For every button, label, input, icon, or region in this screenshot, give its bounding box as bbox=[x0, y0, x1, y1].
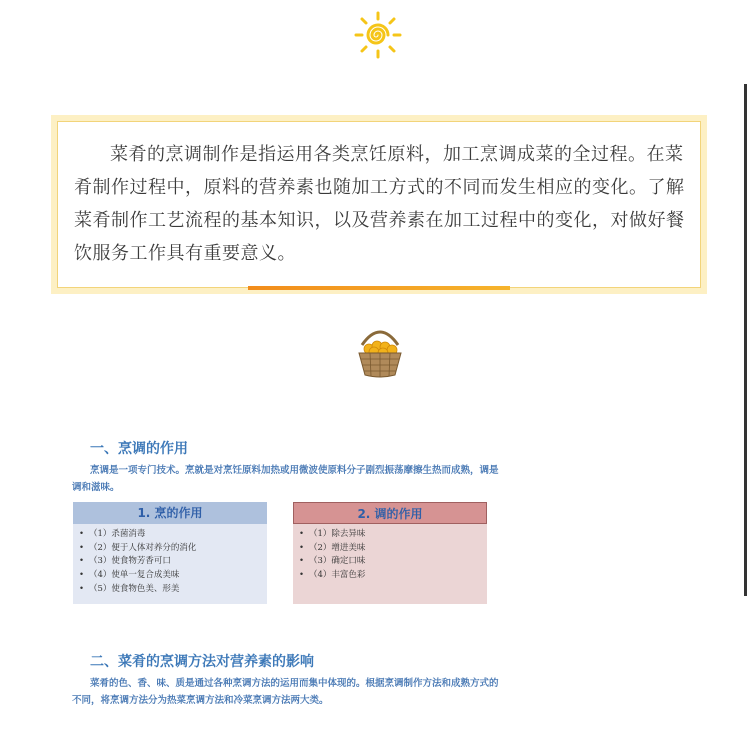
list-item: • （3）使食物芳香可口 bbox=[79, 555, 267, 569]
list-item: • （5）使食物色美、形美 bbox=[79, 583, 267, 597]
card-peng-function bbox=[73, 502, 267, 604]
list-item: • （3）确定口味 bbox=[299, 555, 487, 569]
card-body bbox=[293, 524, 487, 604]
intro-accent-bar bbox=[248, 286, 510, 290]
card-title: 1. 烹的作用 bbox=[73, 502, 267, 524]
list-item: • （4）丰富色彩 bbox=[299, 569, 487, 583]
card-list bbox=[299, 528, 487, 583]
card-list bbox=[79, 528, 267, 597]
list-item: • （1）除去异味 bbox=[299, 528, 487, 542]
section2-title: 二、菜肴的烹调方法对营养素的影响 bbox=[90, 654, 314, 670]
card-title: 2. 调的作用 bbox=[293, 502, 487, 524]
list-item: • （2）增进美味 bbox=[299, 542, 487, 556]
section1-title: 一、烹调的作用 bbox=[90, 441, 188, 457]
section2-description: 菜肴的色、香、味、质是通过各种烹调方法的运用而集中体现的。根据烹调制作方法和成熟方式的不同，将烹调方法分为热菜烹调方法和冷菜烹调方法两大类。 bbox=[72, 678, 499, 706]
sun-icon bbox=[352, 10, 404, 60]
fruit-basket-icon bbox=[355, 325, 405, 379]
section1-description: 烹调是一项专门技术。烹就是对烹饪原料加热或用微波使原料分子剧烈振荡摩擦生热而成熟，调是调和滋味。 bbox=[72, 465, 499, 493]
intro-paragraph: 菜肴的烹调制作是指运用各类烹饪原料，加工烹调成菜的全过程。在菜肴制作过程中，原料的营养素也随加工方式的不同而发生相应的变化。了解菜肴制作工艺流程的基本知识，以及营养素在加工过程中的变化，对做好餐饮服务工作具有重要意义。 bbox=[74, 144, 685, 264]
intro-inner-frame bbox=[57, 121, 701, 288]
list-item: • （2）便于人体对养分的消化 bbox=[79, 542, 267, 556]
list-item: • （1）杀菌消毒 bbox=[79, 528, 267, 542]
intro-box bbox=[51, 115, 707, 294]
list-item: • （4）使单一复合成美味 bbox=[79, 569, 267, 583]
card-tiao-function bbox=[293, 502, 487, 604]
card-body bbox=[73, 524, 267, 604]
